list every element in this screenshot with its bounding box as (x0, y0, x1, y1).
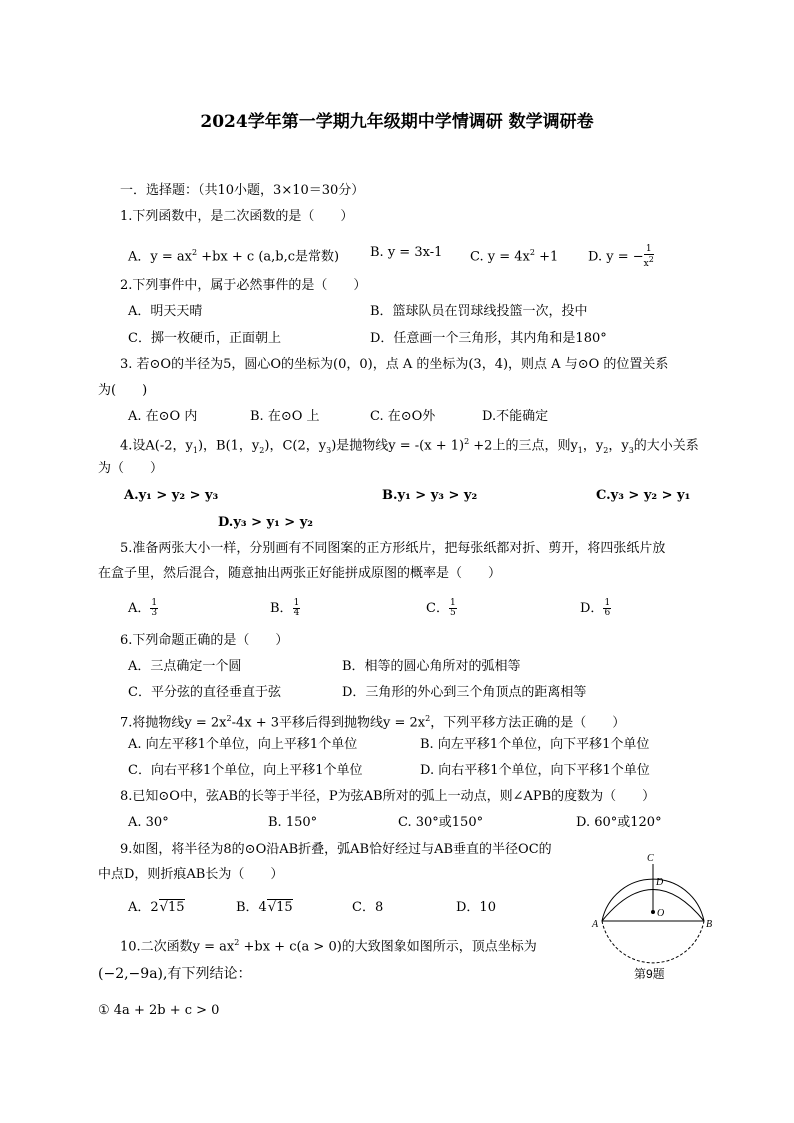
question-10-stem: 10.二次函数$y = ax^2 +bx + c(a > 0)$的大致图象如图所示，顶点坐标为 (120, 938, 537, 955)
q7-option-c: C．向右平移1个单位，向上平移1个单位 (128, 763, 363, 778)
q7-option-b: B. 向左平移1个单位，向下平移1个单位 (420, 737, 650, 752)
q2-option-a: A．明天天晴 (128, 304, 203, 319)
q3-option-c: C. 在⊙O外 (370, 409, 436, 424)
q9-option-a: A．2√15 (128, 900, 185, 915)
q8-option-c: C. 30°或150° (398, 815, 484, 830)
q5-option-d: D． $\frac{1}{6}$ (580, 598, 611, 618)
question-8-stem: 8.已知⊙O中，弦AB的长等于半径，P为弦AB所对的弧上一动点，则∠APB的度数为（ ） (120, 789, 656, 804)
q6-option-d: D．三角形的外心到三个角顶点的距离相等 (342, 685, 587, 700)
figure-caption: 第9题 (634, 967, 665, 981)
question-4-stem-cont: 为（ ） (98, 461, 164, 476)
question-4-stem: 4.设A(-2，$y_1$)，B(1，$y_2$)，C(2，$y_3$)是抛物线$y = -(x + 1)^2 +2$上的三点，则$y_1$，$y_2$，$y_3$的大小关系 (120, 437, 699, 455)
q5-option-b: B． $\frac{1}{4}$ (270, 598, 300, 618)
question-2-stem: 2.下列事件中，属于必然事件的是（ ） (120, 278, 367, 293)
page-title: 2024学年第一学期九年级期中学情调研 数学调研卷 (200, 112, 594, 132)
label-d: D (656, 877, 664, 888)
q9-option-b: B．4√15 (236, 900, 293, 915)
q3-option-d: D.不能确定 (482, 409, 549, 424)
q2-option-d: D．任意画一个三角形，其内角和是180° (370, 331, 607, 346)
q1-option-d: D. y = − $\frac{1}{x^2}$ (588, 244, 654, 269)
q4-option-b: B.y₁ > y₃ > y₂ (382, 488, 478, 503)
q1-option-a: A．$y = ax^2 +bx + c$ (a,b,c是常数) (128, 248, 340, 265)
q8-option-a: A. 30° (128, 815, 169, 830)
q4-option-a: A.y₁ > y₂ > y₃ (124, 488, 219, 503)
q4-option-d: D.y₃ > y₁ > y₂ (218, 515, 313, 530)
label-c: C (647, 853, 654, 864)
q3-option-a: A. 在⊙O 内 (128, 409, 198, 424)
question-6-stem: 6.下列命题正确的是（ ） (120, 633, 289, 648)
question-9-stem: 9.如图，将半径为8的⊙O沿AB折叠，弧AB恰好经过与AB垂直的半径OC的 (120, 842, 552, 857)
question-5-stem-cont: 在盒子里，然后混合，随意抽出两张正好能拼成原图的概率是（ ） (98, 566, 502, 581)
circle-lower-arc-dashed (602, 921, 704, 963)
q1-option-c: C. $y = 4x^2 +1$ (470, 248, 559, 265)
question-3-stem: 3. 若⊙O的半径为5，圆心O的坐标为(0，0)，点 A 的坐标为(3，4)，则点 A 与⊙O 的位置关系 (120, 357, 669, 372)
q7-option-a: A. 向左平移1个单位，向上平移1个单位 (128, 737, 358, 752)
q5-option-c: C． $\frac{1}{5}$ (426, 598, 456, 618)
q2-option-c: C．掷一枚硬币，正面朝上 (128, 331, 281, 346)
q3-option-b: B. 在⊙O 上 (250, 409, 320, 424)
q6-option-a: A．三点确定一个圆 (128, 659, 242, 674)
q6-option-b: B．相等的圆心角所对的弧相等 (342, 659, 521, 674)
section-heading: 一．选择题：（共10小题，3×10＝30分） (120, 183, 365, 198)
q5-option-a: A． $\frac{1}{3}$ (128, 598, 158, 618)
q6-option-c: C．平分弦的直径垂直于弦 (128, 685, 281, 700)
q1-option-b: B. y = 3x-1 (370, 245, 443, 260)
question-5-stem: 5.准备两张大小一样，分别画有不同图案的正方形纸片，把每张纸都对折、剪开，将四张纸片放 (120, 541, 666, 556)
label-o: O (657, 908, 665, 919)
question-1-stem: 1.下列函数中，是二次函数的是（ ） (120, 209, 354, 224)
label-b: B (706, 919, 713, 930)
q8-option-d: D. 60°或120° (576, 815, 662, 830)
question-3-stem-cont: 为( ) (98, 383, 148, 398)
q4-option-c: C.y₃ > y₂ > y₁ (596, 488, 691, 503)
question-9-stem-cont: 中点D，则折痕AB长为（ ） (98, 867, 284, 882)
question-7-stem: 7.将抛物线$y = 2x^2-4x + 3$平移后得到抛物线$y = 2x^2$，下列平移方法正确的是（ ） (120, 714, 626, 731)
question-10-stem-cont: (−2,−9a),有下列结论： (98, 966, 252, 982)
q9-option-d: D．10 (456, 900, 496, 915)
label-a: A (592, 919, 599, 930)
center-point (651, 910, 655, 914)
q10-conclusion-1: ① 4a + 2b + c > 0 (98, 1003, 220, 1018)
q9-option-c: C．8 (352, 900, 384, 915)
q2-option-b: B．篮球队员在罚球线投篮一次，投中 (370, 304, 588, 319)
q9-figure (590, 848, 720, 988)
q8-option-b: B. 150° (268, 815, 318, 830)
q7-option-d: D. 向右平移1个单位，向下平移1个单位 (420, 763, 650, 778)
